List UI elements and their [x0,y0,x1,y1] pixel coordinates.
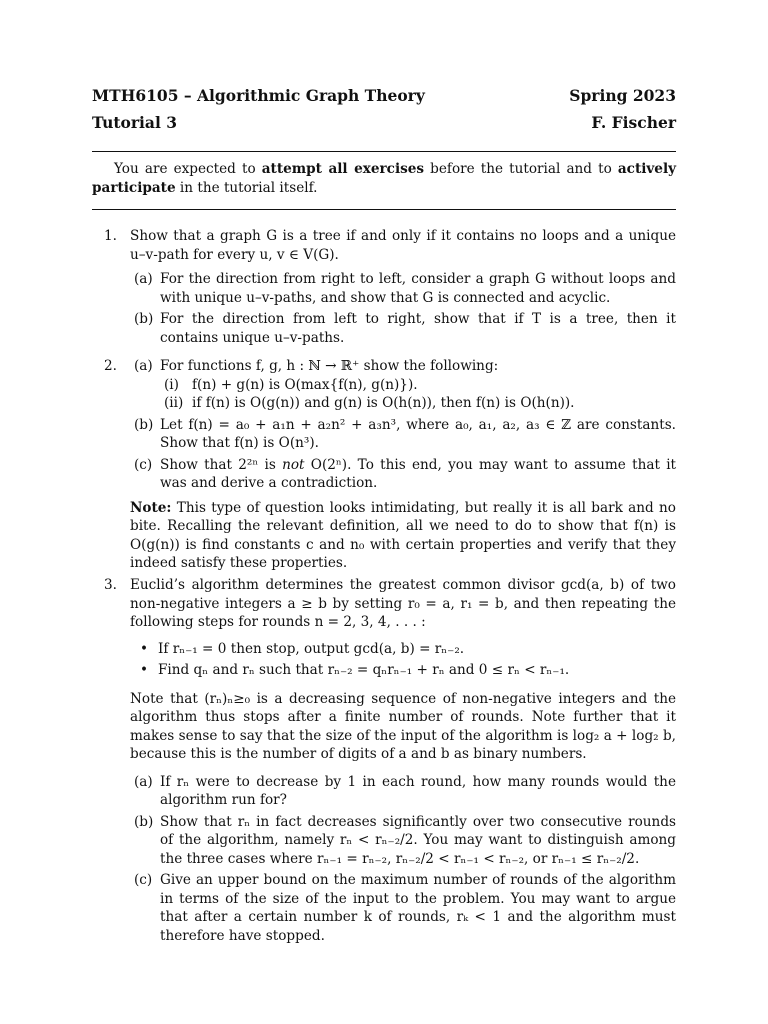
tutorial-title: Tutorial 3 [92,113,178,132]
top-rule [92,151,676,152]
part-label: (a) [134,358,153,374]
exercise-part [130,270,676,307]
part-text-emphasis: not [282,456,305,473]
header-row-1 [92,86,676,108]
part-label: (c) [134,456,153,473]
exercise-text: Show that a graph G is a tree if and only if it contains no loops and a unique u–v-path for every u, v ∈ V(G). [130,228,676,263]
subpart-text: f(n) + g(n) is O(max{f(n), g(n)}). [192,376,418,393]
intro-bold-2: actively participate [92,161,677,196]
part-label: (b) [134,416,154,433]
bullet-icon: • [140,640,149,657]
exercise-part [130,871,676,945]
bullet-text: If rₙ₋₁ = 0 then stop, output gcd(a, b) = rₙ₋₂. [158,640,465,657]
part-label: (b) [134,311,154,327]
part-text: If rₙ were to decrease by 1 in each round, how many rounds would the algorithm run for? [160,773,676,808]
author: F. Fischer [591,113,676,132]
term: Spring 2023 [569,86,676,105]
part-label: (b) [134,813,154,830]
bottom-rule [92,209,676,210]
exercise-number: 3. [104,577,117,593]
exercise-part [130,416,676,453]
exercise-paragraph: Note that (rₙ)ₙ≥₀ is a decreasing sequence of non-negative integers and the algorithm thus stops after a finite number of rounds. Note further that it makes sense to say that the size of the input of the algorithm is log₂ a + log₂ b, because this is the number of digits of a and b as binary numbers. [130,690,676,762]
note-paragraph [130,499,676,573]
note-text: This type of question looks intimidating, but really it is all bark and no bite. Recalling the relevant definition, all we need to do to show that f(n) is O(g(n)) is find constants c and n₀ with certain properties and verify that they indeed satisfy these properties. [130,499,676,571]
exercise-part [130,456,676,493]
part-text: Give an upper bound on the maximum number of rounds of the algorithm in terms of the size of the input to the problem. You may want to argue that after a certain number k of rounds, rₖ < 1 and the algorithm must therefore have stopped. [160,872,676,944]
part-label: (a) [134,773,153,790]
bullet-item [130,640,676,659]
bullet-text: Find qₙ and rₙ such that rₙ₋₂ = qₙrₙ₋₁ + rₙ and 0 ≤ rₙ < rₙ₋₁. [158,662,570,678]
exercise-part [130,310,676,347]
subpart [160,394,676,413]
intro-text-2: before the tutorial and to [424,161,618,177]
exercise-number: 2. [104,358,117,374]
exercise-part [130,813,676,869]
part-text: O(2ⁿ). To this end, you may want to assume that it was and derive a contradiction. [160,456,677,491]
course-title: MTH6105 – Algorithmic Graph Theory [92,86,425,105]
exercise-part [130,773,676,810]
part-label: (c) [134,872,153,888]
part-text: Show that rₙ in fact decreases significantly over two consecutive rounds of the algorithm, namely rₙ < rₙ₋₂/2. You may want to distinguish among the three cases where rₙ₋₁ = rₙ₋₂, rₙ₋₂/2 < rₙ₋₁ < rₙ₋₂, or rₙ₋₁ ≤ rₙ₋₂/2. [160,813,676,867]
subpart-text: if f(n) is O(g(n)) and g(n) is O(h(n)), then f(n) is O(h(n)). [192,395,575,411]
intro-text-1: You are expected to [114,161,262,177]
exercise-text: Euclid’s algorithm determines the greatest common divisor gcd(a, b) of two non-negative integers a ≥ b by setting r₀ = a, r₁ = b, and then repeating the following steps for rounds n = 2, 3, 4, . . . : [130,577,676,630]
part-text: For the direction from left to right, show that if T is a tree, then it contains unique u–v-paths. [160,311,676,346]
subpart-label: (i) [164,376,179,393]
part-text: Show that 2²ⁿ is [160,456,283,473]
bullet-icon: • [140,662,149,678]
exercise-number: 1. [104,228,117,244]
subpart [160,376,676,395]
intro-paragraph [92,160,676,197]
note-label: Note: [130,499,172,516]
part-text: For functions f, g, h : ℕ → ℝ⁺ show the following: [160,358,499,374]
intro-bold-1: attempt all exercises [261,161,425,177]
part-label: (a) [134,271,153,287]
bullet-item [130,661,676,680]
intro-text-3: in the tutorial itself. [175,179,318,196]
exercise-part [130,357,676,413]
part-text: For the direction from right to left, consider a graph G without loops and with unique u–v-paths, and show that G is connected and acyclic. [160,271,676,306]
header-row-2 [92,113,676,135]
part-text: Let f(n) = a₀ + a₁n + a₂n² + a₃n³, where a₀, a₁, a₂, a₃ ∈ ℤ are constants. Show that f(n) is O(n³). [160,416,676,451]
subpart-label: (ii) [164,395,184,411]
